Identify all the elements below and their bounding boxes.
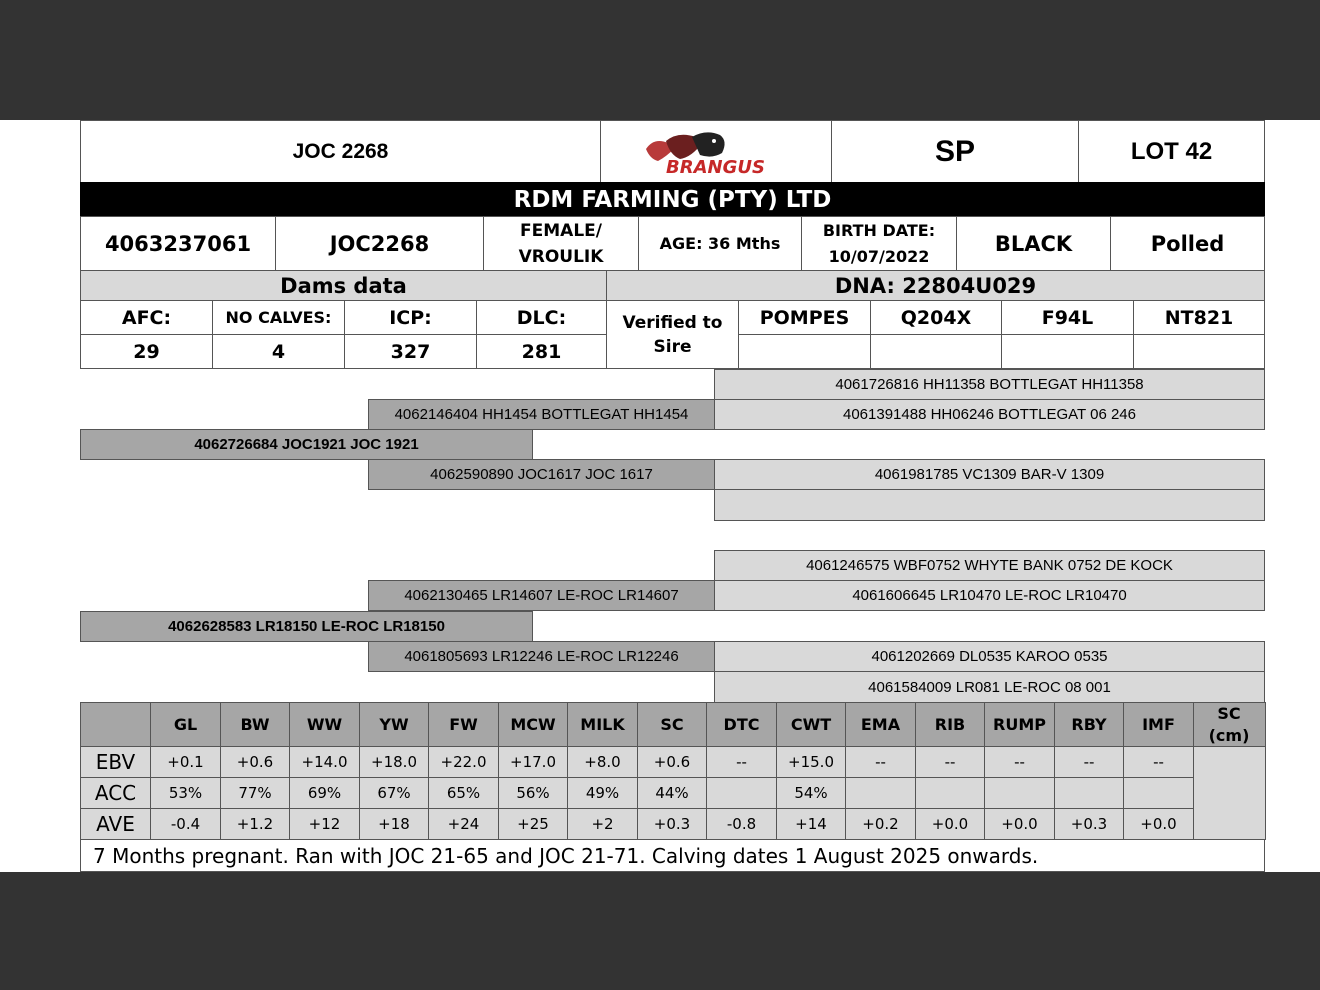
ebv-cell-ebv-rib: -- [915,746,986,778]
ebv-cell-ebv-dtc: -- [706,746,777,778]
marker-q204x: Q204X [870,300,1002,335]
ebv-cell-acc-rby [1054,777,1125,809]
marker-nt821-value [1133,334,1265,369]
ebv-col-dtc: DTC [706,702,777,747]
icp-value: 327 [344,334,477,369]
marker-pompes: POMPES [738,300,871,335]
ebv-cell-ebv-milk: +8.0 [567,746,638,778]
ebv-sc-cm-body [1193,746,1266,840]
ebv-cell-ebv-imf: -- [1123,746,1194,778]
sex-line-2: VROULIK [518,246,604,267]
lot-number: LOT 42 [1078,120,1265,183]
pedigree-ds-sire: 4061246575 WBF0752 WHYTE BANK 0752 DE KOCK [714,550,1265,581]
ebv-cell-acc-ww: 69% [289,777,360,809]
dams-data-title-text: Dams data [280,273,407,298]
pedigree-ds-dam: 4061606645 LR10470 LE-ROC LR10470 [714,580,1265,611]
pedigree-ss-sire: 4061726816 HH11358 BOTTLEGAT HH11358 [714,369,1265,400]
sale-note: 7 Months pregnant. Ran with JOC 21-65 and JOC 21-71. Calving dates 1 August 2025 onwards. [80,839,1265,872]
sex [483,216,639,271]
ebv-cell-ave-dtc: -0.8 [706,808,777,840]
ebv-col-rump: RUMP [984,702,1055,747]
age: AGE: 36 Mths [638,216,802,271]
pedigree-dam-dam: 4061805693 LR12246 LE-ROC LR12246 [368,641,715,672]
registration-number: 4063237061 [80,216,276,271]
ebv-cell-ebv-sc: +0.6 [637,746,708,778]
ebv-cell-acc-bw: 77% [220,777,291,809]
ebv-cell-ave-fw: +24 [428,808,499,840]
ebv-row-label-ebv: EBV [80,746,151,778]
ebv-col-ema: EMA [845,702,916,747]
ebv-cell-ave-rib: +0.0 [915,808,986,840]
ebv-cell-acc-cwt: 54% [776,777,847,809]
ebv-col-gl: GL [150,702,221,747]
ebv-row-label-acc: ACC [80,777,151,809]
ebv-corner [80,702,151,747]
dlc-value: 281 [476,334,607,369]
pedigree-sd-dam [714,489,1265,521]
ebv-cell-ave-yw: +18 [359,808,430,840]
dlc-label: DLC: [476,300,607,335]
catalogue-sheet [0,120,1320,872]
icp-label: ICP: [344,300,477,335]
verified-line-1: Verified to [622,312,723,333]
ebv-col-rby: RBY [1054,702,1125,747]
afc-label: AFC: [80,300,213,335]
ebv-cell-ave-milk: +2 [567,808,638,840]
ebv-cell-ebv-ema: -- [845,746,916,778]
ebv-cell-acc-gl: 53% [150,777,221,809]
marker-f94l-value [1001,334,1134,369]
ebv-cell-acc-milk: 49% [567,777,638,809]
ebv-cell-ebv-bw: +0.6 [220,746,291,778]
ebv-cell-ebv-fw: +22.0 [428,746,499,778]
ebv-cell-acc-rib [915,777,986,809]
ebv-cell-ave-sc: +0.3 [637,808,708,840]
pedigree-dam: 4062628583 LR18150 LE-ROC LR18150 [80,611,533,642]
pedigree-dam-sire: 4062130465 LR14607 LE-ROC LR14607 [368,580,715,611]
ebv-cell-acc-fw: 65% [428,777,499,809]
ebv-cell-ave-cwt: +14 [776,808,847,840]
ebv-col-ww: WW [289,702,360,747]
ebv-cell-ebv-mcw: +17.0 [498,746,569,778]
ebv-cell-ave-rump: +0.0 [984,808,1055,840]
breeder-banner: RDM FARMING (PTY) LTD [80,182,1265,217]
animal-name: JOC2268 [275,216,484,271]
pedigree-dd-sire: 4061202669 DL0535 KAROO 0535 [714,641,1265,672]
afc-value: 29 [80,334,213,369]
marker-pompes-value [738,334,871,369]
birth-date [801,216,957,271]
ebv-cell-acc-rump [984,777,1055,809]
ebv-col-yw: YW [359,702,430,747]
horn-status: Polled [1110,216,1265,271]
cattle-logo-icon [636,127,796,177]
lot-animal-id: JOC 2268 [80,120,601,183]
ebv-cell-ebv-yw: +18.0 [359,746,430,778]
ebv-cell-ebv-gl: +0.1 [150,746,221,778]
ebv-col-milk: MILK [567,702,638,747]
ebv-cell-ave-gl: -0.4 [150,808,221,840]
no-calves-value: 4 [212,334,345,369]
ebv-col-sc-cm [1193,702,1266,747]
ebv-col-imf: IMF [1123,702,1194,747]
ebv-cell-acc-ema [845,777,916,809]
brangus-logo [600,120,832,183]
ebv-cell-ave-mcw: +25 [498,808,569,840]
ebv-col-cwt: CWT [776,702,847,747]
ebv-cell-ebv-rump: -- [984,746,1055,778]
ebv-cell-acc-imf [1123,777,1194,809]
sex-line-1: FEMALE/ [520,220,602,241]
ebv-col-fw: FW [428,702,499,747]
ebv-cell-acc-mcw: 56% [498,777,569,809]
ebv-cell-ave-bw: +1.2 [220,808,291,840]
ebv-cell-acc-dtc [706,777,777,809]
ebv-col-mcw: MCW [498,702,569,747]
ebv-cell-acc-yw: 67% [359,777,430,809]
ebv-cell-ave-ema: +0.2 [845,808,916,840]
pedigree-sire-dam: 4062590890 JOC1617 JOC 1617 [368,459,715,490]
ebv-cell-acc-sc: 44% [637,777,708,809]
no-calves-label: NO CALVES: [212,300,345,335]
ebv-col-rib: RIB [915,702,986,747]
sp-label: SP [831,120,1079,183]
ebv-col-sc: SC [637,702,708,747]
ebv-cell-ebv-ww: +14.0 [289,746,360,778]
ebv-cell-ave-ww: +12 [289,808,360,840]
pedigree-ss-dam: 4061391488 HH06246 BOTTLEGAT 06 246 [714,399,1265,430]
dams-data-title [80,270,607,301]
pedigree-sire: 4062726684 JOC1921 JOC 1921 [80,429,533,460]
svg-text:BRANGUS: BRANGUS [666,156,765,177]
sc-cm-line-1: SC [1217,703,1241,723]
verified-line-2: Sire [653,336,692,357]
birth-date-value: 10/07/2022 [828,246,930,266]
ebv-cell-ave-imf: +0.0 [1123,808,1194,840]
ebv-cell-ave-rby: +0.3 [1054,808,1125,840]
sc-cm-line-2: (cm) [1208,725,1250,745]
marker-q204x-value [870,334,1002,369]
marker-f94l: F94L [1001,300,1134,335]
marker-nt821: NT821 [1133,300,1265,335]
pedigree-sire-sire: 4062146404 HH1454 BOTTLEGAT HH1454 [368,399,715,430]
pedigree-sd-sire: 4061981785 VC1309 BAR-V 1309 [714,459,1265,490]
ebv-row-label-ave: AVE [80,808,151,840]
verified-to-sire [606,300,739,369]
ebv-col-bw: BW [220,702,291,747]
birth-date-label: BIRTH DATE: [822,220,936,240]
dna-title: DNA: 22804U029 [606,270,1265,301]
ebv-cell-ebv-rby: -- [1054,746,1125,778]
pedigree-dd-dam: 4061584009 LR081 LE-ROC 08 001 [714,671,1265,703]
colour: BLACK [956,216,1111,271]
ebv-cell-ebv-cwt: +15.0 [776,746,847,778]
